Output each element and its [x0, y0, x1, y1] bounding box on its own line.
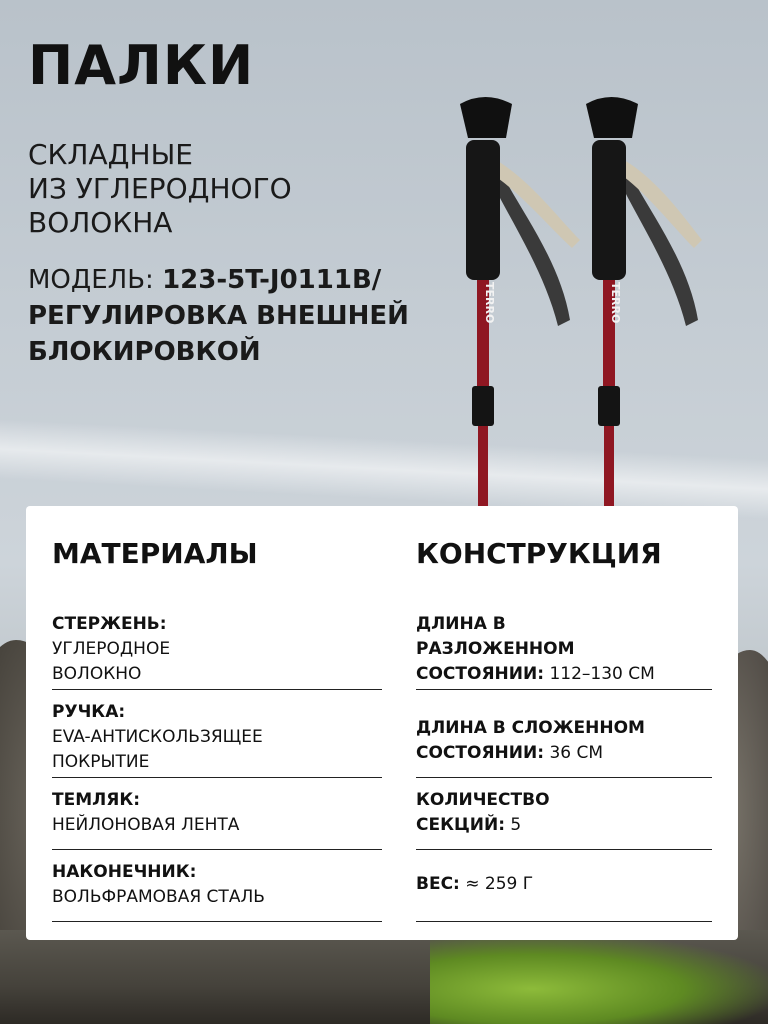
spec-row [52, 602, 382, 690]
spec-label: ВЕС: [416, 874, 460, 894]
spec-row [416, 690, 712, 778]
spec-label: СЕКЦИЙ: [416, 815, 506, 835]
spec-row [52, 690, 382, 778]
model-value-line2: РЕГУЛИРОВКА ВНЕШНЕЙ [28, 301, 409, 331]
spec-label: СОСТОЯНИИ: [416, 743, 545, 763]
model-value: 123-5T-J0111B/ [162, 265, 382, 295]
spec-value: ПОКРЫТИЕ [52, 752, 150, 772]
model-info [28, 262, 458, 370]
spec-label: НАКОНЕЧНИК: [52, 862, 197, 882]
spec-row [416, 602, 712, 690]
construction-column [416, 536, 712, 922]
pole-left [460, 97, 580, 510]
spec-label: СТЕРЖЕНЬ: [52, 614, 167, 634]
model-value-line3: БЛОКИРОВКОЙ [28, 337, 261, 367]
spec-row [52, 778, 382, 850]
subtitle-line: СКЛАДНЫЕ [28, 138, 193, 171]
spec-value: 112–130 СМ [549, 664, 655, 684]
pole-brand-label: TERRO [609, 282, 622, 324]
spec-value: ВОЛОКНО [52, 664, 142, 684]
spec-value: УГЛЕРОДНОЕ [52, 639, 171, 659]
spec-label: ДЛИНА В СЛОЖЕННОМ [416, 718, 645, 738]
pole-right [586, 97, 702, 510]
spec-row [416, 850, 712, 922]
spec-label: ДЛИНА В [416, 614, 506, 634]
construction-title: КОНСТРУКЦИЯ [416, 537, 662, 570]
page-title: ПАЛКИ [28, 34, 255, 97]
spec-value: ≈ 259 Г [465, 874, 534, 894]
spec-row [416, 778, 712, 850]
background-moss [430, 935, 768, 1024]
spec-value: 5 [510, 815, 522, 835]
subtitle-line: ИЗ УГЛЕРОДНОГО [28, 172, 292, 205]
spec-label: КОЛИЧЕСТВО [416, 790, 550, 810]
product-subtitle [28, 138, 358, 240]
pole-brand-label: TERRO [483, 282, 496, 324]
spec-label: РУЧКА: [52, 702, 126, 722]
spec-value: НЕЙЛОНОВАЯ ЛЕНТА [52, 815, 240, 835]
spec-row [52, 850, 382, 922]
spec-value: ВОЛЬФРАМОВАЯ СТАЛЬ [52, 887, 265, 907]
spec-value: EVA-АНТИСКОЛЬЗЯЩЕЕ [52, 727, 263, 747]
spec-label: ТЕМЛЯК: [52, 790, 141, 810]
specs-card [26, 506, 738, 940]
spec-label: СОСТОЯНИИ: [416, 664, 545, 684]
spec-value: 36 СМ [549, 743, 604, 763]
model-label: МОДЕЛЬ: [28, 265, 163, 295]
spec-label: РАЗЛОЖЕННОМ [416, 639, 575, 659]
materials-column [52, 536, 382, 922]
materials-title: МАТЕРИАЛЫ [52, 537, 258, 570]
trekking-poles-image [440, 90, 720, 510]
subtitle-line: ВОЛОКНА [28, 206, 173, 239]
